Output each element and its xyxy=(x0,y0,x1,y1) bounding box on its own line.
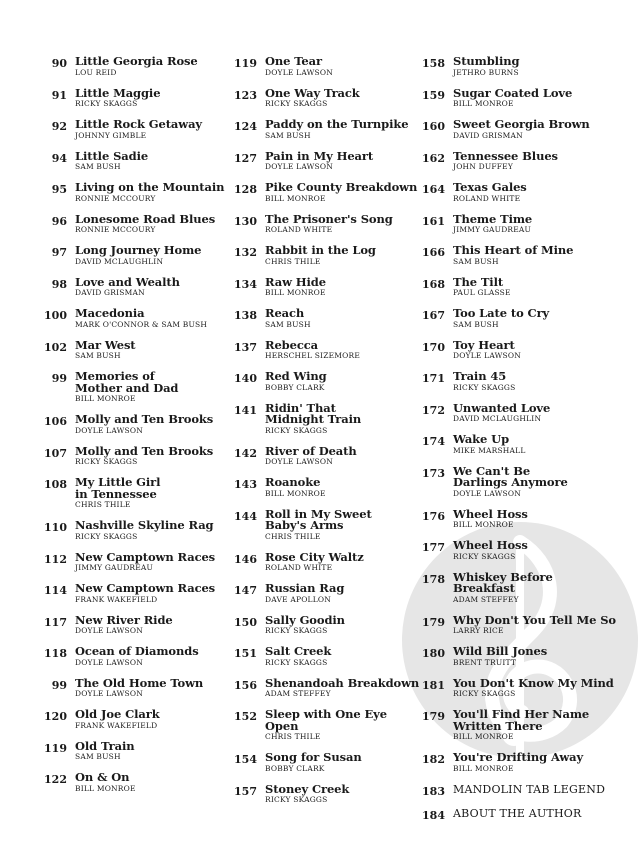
page-number: 117 xyxy=(44,615,67,629)
song-title: Toy Heart xyxy=(453,337,515,352)
toc-entry xyxy=(416,783,616,798)
toc-entry xyxy=(416,508,616,531)
song-title: Paddy on the Turnpike xyxy=(265,117,409,131)
artist-name: DOYLE LAWSON xyxy=(75,657,144,667)
page-number: 107 xyxy=(44,446,67,460)
page-number: 162 xyxy=(422,151,445,165)
toc-entry xyxy=(416,402,616,425)
toc-entry xyxy=(416,339,616,362)
artist-name: DAVID MCLAUGHLIN xyxy=(75,256,164,266)
song-title: Stoney Creek xyxy=(265,781,350,796)
toc-entry xyxy=(38,118,233,141)
artist-name: PAUL GLASSE xyxy=(453,288,511,297)
page-number: 127 xyxy=(234,151,257,165)
page-number: 164 xyxy=(422,183,445,196)
page-number: 170 xyxy=(422,340,445,354)
page-number: 141 xyxy=(234,403,257,417)
page-number: 92 xyxy=(51,120,67,133)
song-title: Song for Susan xyxy=(265,750,362,764)
page-number: 166 xyxy=(422,246,445,259)
song-title: Salt Creek xyxy=(265,644,332,658)
artist-name: ROLAND WHITE xyxy=(453,193,521,203)
song-title: My Little Girl in Tennessee xyxy=(75,475,161,501)
artist-name: RICKY SKAGGS xyxy=(75,99,138,108)
artist-name: RICKY SKAGGS xyxy=(265,626,328,635)
song-title: You're Drifting Away xyxy=(453,750,584,764)
artist-name: DAVID GRISMAN xyxy=(453,130,523,140)
artist-name: DOYLE LAWSON xyxy=(75,626,144,635)
toc-column-1 xyxy=(38,55,233,803)
toc-entry xyxy=(38,708,233,731)
artist-name: SAM BUSH xyxy=(453,319,499,329)
artist-name: SAM BUSH xyxy=(265,130,311,140)
artist-name: SAM BUSH xyxy=(453,256,499,266)
page-number: 119 xyxy=(44,741,67,755)
page-number: 181 xyxy=(422,678,445,692)
artist-name: JOHN DUFFEY xyxy=(453,162,514,171)
artist-name: BRENT TRUITT xyxy=(453,657,517,667)
toc-entry xyxy=(38,213,233,236)
page-number: 143 xyxy=(234,478,257,491)
song-title: Ridin' That Midnight Train xyxy=(265,400,362,426)
page-number: 182 xyxy=(422,753,445,766)
song-title: The Old Home Town xyxy=(75,675,204,690)
page-number: 160 xyxy=(422,120,445,133)
toc-entry xyxy=(228,55,423,78)
song-title: Sugar Coated Love xyxy=(453,85,573,100)
artist-name: BILL MONROE xyxy=(453,99,514,108)
toc-entry xyxy=(228,645,423,668)
artist-name: RICKY SKAGGS xyxy=(265,657,328,667)
artist-name: DOYLE LAWSON xyxy=(453,488,522,498)
toc-entry xyxy=(228,118,423,141)
toc-entry xyxy=(38,445,233,468)
toc-entry xyxy=(228,244,423,267)
song-title: Old Joe Clark xyxy=(75,707,160,721)
page-number: 102 xyxy=(44,340,67,354)
page-number: 94 xyxy=(51,151,67,165)
toc-entry xyxy=(228,307,423,330)
song-title: Stumbling xyxy=(453,54,520,68)
song-title: Russian Rag xyxy=(265,581,345,595)
page-number: 171 xyxy=(422,372,445,385)
song-title: We Can't Be Darlings Anymore xyxy=(453,463,568,489)
artist-name: SAM BUSH xyxy=(75,752,121,761)
song-title: Roll in My Sweet Baby's Arms xyxy=(265,506,372,532)
artist-name: ROLAND WHITE xyxy=(265,563,333,572)
song-title: Little Georgia Rose xyxy=(75,54,198,68)
page-number: 154 xyxy=(234,753,257,766)
toc-entry xyxy=(228,614,423,637)
toc-entry xyxy=(228,150,423,173)
page-number: 130 xyxy=(234,214,257,228)
artist-name: RICKY SKAGGS xyxy=(265,795,328,804)
toc-entry xyxy=(416,539,616,562)
artist-name: ADAM STEFFEY xyxy=(453,594,519,604)
artist-name: ROLAND WHITE xyxy=(265,225,333,234)
toc-entry xyxy=(38,244,233,267)
page-number: 99 xyxy=(51,678,67,692)
toc-entry xyxy=(416,181,616,204)
toc-entry xyxy=(416,118,616,141)
artist-name: SAM BUSH xyxy=(75,351,121,360)
artist-name: BILL MONROE xyxy=(75,783,136,793)
page-number: 95 xyxy=(51,183,67,196)
toc-entry xyxy=(38,370,233,404)
page-number: 108 xyxy=(44,478,67,491)
artist-name: RICKY SKAGGS xyxy=(453,551,516,561)
page-number: 178 xyxy=(422,572,445,586)
song-title: ABOUT THE AUTHOR xyxy=(453,806,582,820)
page-number: 147 xyxy=(234,584,257,597)
artist-name: DOYLE LAWSON xyxy=(75,425,144,435)
artist-name: LARRY RICE xyxy=(453,626,504,635)
toc-entry xyxy=(228,181,423,204)
toc-entry xyxy=(416,433,616,456)
song-title: Love and Wealth xyxy=(75,274,180,289)
song-title: Little Maggie xyxy=(75,85,161,100)
song-title: Pike County Breakdown xyxy=(265,180,418,194)
page-number: 140 xyxy=(234,372,257,385)
toc-entry xyxy=(38,413,233,436)
toc-entry xyxy=(228,87,423,110)
artist-name: JIMMY GAUDREAU xyxy=(75,563,154,572)
page-number: 120 xyxy=(44,710,67,723)
toc-entry xyxy=(228,783,423,806)
song-title: Reach xyxy=(265,306,305,320)
toc-entry xyxy=(38,339,233,362)
toc-entry xyxy=(416,55,616,78)
toc-entry xyxy=(416,465,616,499)
page-number: 98 xyxy=(51,277,67,291)
page-number: 151 xyxy=(234,647,257,660)
toc-entry xyxy=(416,571,616,605)
page-number: 99 xyxy=(51,372,67,385)
toc-entry xyxy=(416,276,616,299)
toc-entry xyxy=(38,276,233,299)
artist-name: DOYLE LAWSON xyxy=(265,162,334,171)
toc-entry xyxy=(38,677,233,700)
song-title: Nashville Skyline Rag xyxy=(75,518,214,532)
page-number: 158 xyxy=(422,57,445,70)
song-title: MANDOLIN TAB LEGEND xyxy=(453,782,606,796)
page-number: 179 xyxy=(422,615,445,629)
song-title: On & On xyxy=(75,770,130,784)
toc-entry xyxy=(416,751,616,774)
song-title: Little Rock Getaway xyxy=(75,117,203,131)
artist-name: RICKY SKAGGS xyxy=(265,99,328,108)
page-number: 144 xyxy=(234,509,257,523)
song-title: Lonesome Road Blues xyxy=(75,211,216,226)
artist-name: BILL MONROE xyxy=(265,288,326,297)
song-title: Texas Gales xyxy=(453,180,527,194)
song-title: Pain in My Heart xyxy=(265,148,374,163)
song-title: Red Wing xyxy=(265,369,327,383)
toc-entry xyxy=(416,307,616,330)
artist-name: LOU REID xyxy=(75,67,117,77)
toc-entry xyxy=(228,402,423,436)
song-title: Macedonia xyxy=(75,306,145,320)
song-title: Mar West xyxy=(75,337,136,352)
toc-entry xyxy=(228,751,423,774)
page-number: 118 xyxy=(44,647,67,660)
toc-entry xyxy=(38,645,233,668)
page-number: 128 xyxy=(234,183,257,196)
page-number: 159 xyxy=(422,88,445,102)
artist-name: DAVID GRISMAN xyxy=(75,288,145,297)
page-number: 156 xyxy=(234,678,257,692)
song-title: Theme Time xyxy=(453,211,533,226)
toc-entry xyxy=(416,244,616,267)
song-title: This Heart of Mine xyxy=(453,243,574,257)
artist-name: FRANK WAKEFIELD xyxy=(75,720,158,730)
artist-name: BILL MONROE xyxy=(75,394,136,403)
artist-name: RONNIE MCCOURY xyxy=(75,225,156,234)
page-number: 114 xyxy=(44,584,67,597)
toc-entry xyxy=(416,645,616,668)
page-number: 168 xyxy=(422,277,445,291)
song-title: Rose City Waltz xyxy=(265,549,364,564)
song-title: Living on the Mountain xyxy=(75,180,225,194)
toc-column-2 xyxy=(228,55,423,814)
toc-entry xyxy=(228,276,423,299)
toc-entry xyxy=(38,55,233,78)
artist-name: JOHNNY GIMBLE xyxy=(75,130,147,140)
artist-name: BILL MONROE xyxy=(265,488,326,498)
page-number: 122 xyxy=(44,773,67,786)
page-number: 184 xyxy=(422,808,445,822)
song-title: Sleep with One Eye Open xyxy=(265,707,387,733)
page-number: 180 xyxy=(422,647,445,660)
toc-entry xyxy=(38,614,233,637)
toc-entry xyxy=(416,614,616,637)
toc-entry xyxy=(228,677,423,700)
song-title: Wake Up xyxy=(453,432,510,446)
song-title: Raw Hide xyxy=(265,274,326,289)
song-title: You'll Find Her Name Written There xyxy=(453,707,590,733)
page-number: 142 xyxy=(234,446,257,460)
artist-name: DOYLE LAWSON xyxy=(453,351,522,360)
artist-name: CHRIS THILE xyxy=(265,732,321,741)
song-title: One Way Track xyxy=(265,85,360,100)
artist-name: MIKE MARSHALL xyxy=(453,445,526,455)
page-number: 152 xyxy=(234,710,257,723)
artist-name: RONNIE MCCOURY xyxy=(75,193,156,203)
artist-name: HERSCHEL SIZEMORE xyxy=(265,351,361,360)
page-number: 183 xyxy=(422,784,445,798)
page-number: 176 xyxy=(422,509,445,523)
toc-entry xyxy=(38,476,233,510)
artist-name: BILL MONROE xyxy=(453,763,514,773)
page-number: 167 xyxy=(422,309,445,322)
song-title: Molly and Ten Brooks xyxy=(75,412,214,426)
song-title: Too Late to Cry xyxy=(453,306,550,320)
page-number: 146 xyxy=(234,552,257,566)
toc-entry xyxy=(38,740,233,763)
song-title: Memories of Mother and Dad xyxy=(75,369,179,395)
toc-entry xyxy=(228,445,423,468)
song-title: Old Train xyxy=(75,738,135,753)
artist-name: BILL MONROE xyxy=(265,193,326,203)
page-number: 97 xyxy=(51,246,67,259)
artist-name: DAVID MCLAUGHLIN xyxy=(453,414,542,423)
artist-name: JETHRO BURNS xyxy=(453,67,519,77)
toc-entry xyxy=(38,551,233,574)
toc-entry xyxy=(228,476,423,499)
page-number: 91 xyxy=(51,88,67,102)
song-title: Shenandoah Breakdown xyxy=(265,675,420,690)
song-title: Wheel Hoss xyxy=(453,506,528,521)
toc-entry xyxy=(38,582,233,605)
song-title: Sweet Georgia Brown xyxy=(453,117,590,131)
artist-name: SAM BUSH xyxy=(265,319,311,329)
page-number: 132 xyxy=(234,246,257,259)
page-number: 119 xyxy=(234,57,257,70)
song-title: Little Sadie xyxy=(75,148,149,163)
artist-name: BOBBY CLARK xyxy=(265,382,325,392)
song-title: Train 45 xyxy=(453,369,507,383)
toc-entry xyxy=(416,213,616,236)
song-title: Wild Bill Jones xyxy=(453,644,548,658)
artist-name: CHRIS THILE xyxy=(265,531,321,541)
song-title: Roanoke xyxy=(265,475,321,489)
song-title: Wheel Hoss xyxy=(453,538,528,552)
page-number: 150 xyxy=(234,615,257,629)
song-title: The Prisoner's Song xyxy=(265,211,393,226)
toc-entry xyxy=(416,87,616,110)
toc-entry xyxy=(416,677,616,700)
song-title: River of Death xyxy=(265,443,357,458)
song-title: Unwanted Love xyxy=(453,400,551,415)
artist-name: BILL MONROE xyxy=(453,732,514,741)
page-number: 138 xyxy=(234,309,257,322)
toc-entry xyxy=(228,370,423,393)
toc-entry xyxy=(228,551,423,574)
song-title: Why Don't You Tell Me So xyxy=(453,612,616,627)
toc-entry xyxy=(38,307,233,330)
toc-entry xyxy=(228,582,423,605)
artist-name: RICKY SKAGGS xyxy=(453,382,516,392)
page-number: 100 xyxy=(44,309,67,322)
page-number: 157 xyxy=(234,784,257,798)
page-number: 106 xyxy=(44,415,67,428)
toc-entry xyxy=(38,771,233,794)
page-number: 179 xyxy=(422,710,445,723)
artist-name: CHRIS THILE xyxy=(75,500,131,509)
page-number: 110 xyxy=(44,521,67,534)
artist-name: BOBBY CLARK xyxy=(265,763,325,773)
artist-name: RICKY SKAGGS xyxy=(265,425,328,435)
artist-name: SAM BUSH xyxy=(75,162,121,171)
toc-entry xyxy=(228,708,423,742)
artist-name: RICKY SKAGGS xyxy=(75,457,138,466)
song-title: You Don't Know My Mind xyxy=(453,675,614,690)
toc-entry xyxy=(416,370,616,393)
toc-entry xyxy=(416,150,616,173)
song-title: The Tilt xyxy=(453,274,504,289)
song-title: New Camptown Races xyxy=(75,549,216,564)
toc-entry xyxy=(228,508,423,542)
toc-entry xyxy=(38,181,233,204)
page-number: 90 xyxy=(51,57,67,70)
toc-entry xyxy=(228,339,423,362)
toc-entry xyxy=(38,150,233,173)
song-title: Tennessee Blues xyxy=(453,148,558,163)
page-number: 137 xyxy=(234,340,257,354)
page-number: 161 xyxy=(422,214,445,228)
artist-name: FRANK WAKEFIELD xyxy=(75,594,158,604)
artist-name: DOYLE LAWSON xyxy=(75,689,144,698)
toc-column-3 xyxy=(416,55,616,831)
artist-name: DOYLE LAWSON xyxy=(265,457,334,466)
toc-entry xyxy=(416,807,616,822)
page-number: 123 xyxy=(234,88,257,102)
artist-name: RICKY SKAGGS xyxy=(75,531,138,541)
song-title: One Tear xyxy=(265,54,322,68)
toc-entry xyxy=(38,87,233,110)
page-number: 134 xyxy=(234,277,257,291)
song-title: Rabbit in the Log xyxy=(265,243,376,257)
artist-name: BILL MONROE xyxy=(453,520,514,529)
page-number: 96 xyxy=(51,214,67,228)
page-number: 177 xyxy=(422,541,445,554)
artist-name: CHRIS THILE xyxy=(265,256,321,266)
page-number: 172 xyxy=(422,403,445,417)
artist-name: ADAM STEFFEY xyxy=(265,689,331,698)
song-title: Rebecca xyxy=(265,337,318,352)
page-number: 174 xyxy=(422,435,445,448)
song-title: Long Journey Home xyxy=(75,243,202,257)
song-title: Sally Goodin xyxy=(265,612,345,627)
song-title: New River Ride xyxy=(75,612,173,627)
artist-name: MARK O'CONNOR & SAM BUSH xyxy=(75,319,208,329)
song-title: Molly and Ten Brooks xyxy=(75,443,214,458)
song-title: Ocean of Diamonds xyxy=(75,644,199,658)
song-title: New Camptown Races xyxy=(75,581,216,595)
artist-name: DAVE APOLLON xyxy=(265,594,332,604)
artist-name: DOYLE LAWSON xyxy=(265,67,334,77)
artist-name: JIMMY GAUDREAU xyxy=(453,225,532,234)
toc-entry xyxy=(416,708,616,742)
artist-name: RICKY SKAGGS xyxy=(453,689,516,698)
toc-entry xyxy=(38,519,233,542)
page-number: 173 xyxy=(422,466,445,480)
song-title: Whiskey Before Breakfast xyxy=(453,569,553,595)
toc-entry xyxy=(228,213,423,236)
page-number: 124 xyxy=(234,120,257,133)
page-number: 112 xyxy=(44,552,67,566)
